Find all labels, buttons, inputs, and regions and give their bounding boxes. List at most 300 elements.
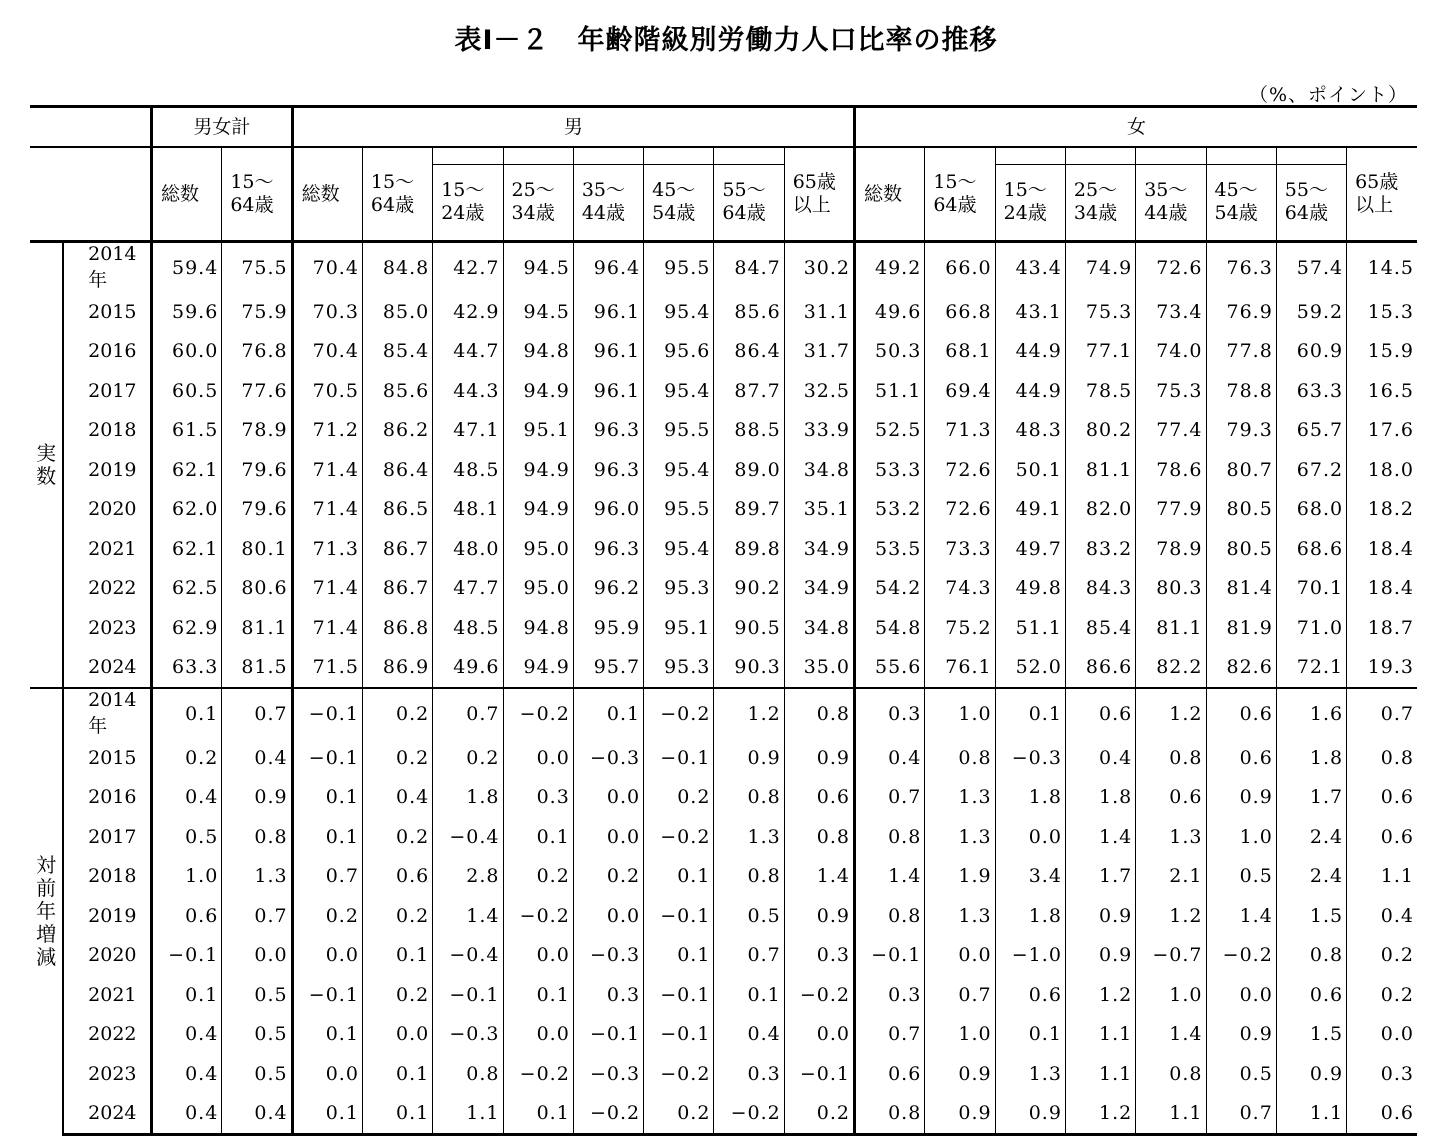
table-row xyxy=(30,1015,1417,1055)
value-cell: 72.6 xyxy=(925,490,995,530)
value-cell: 72.6 xyxy=(1136,242,1206,293)
value-cell: 1.3 xyxy=(925,896,995,936)
value-cell: 0.1 xyxy=(152,688,222,738)
value-cell: 1.5 xyxy=(1276,896,1346,936)
value-cell: 0.3 xyxy=(1347,1054,1417,1094)
value-cell: 69.4 xyxy=(925,371,995,411)
value-cell: 0.1 xyxy=(292,778,362,818)
value-cell: 71.0 xyxy=(1276,608,1346,648)
value-cell: 94.9 xyxy=(503,648,573,689)
col-total-15-64: 15～ 64歳 xyxy=(222,147,292,242)
value-cell: 0.2 xyxy=(362,817,432,857)
value-cell: 48.1 xyxy=(433,490,503,530)
value-cell: 0.8 xyxy=(433,1054,503,1094)
value-cell: 71.3 xyxy=(292,529,362,569)
year-cell: 2021 xyxy=(63,529,151,569)
value-cell: 0.1 xyxy=(644,936,714,976)
table-row xyxy=(30,1054,1417,1094)
value-cell: 95.0 xyxy=(503,569,573,609)
col-male-45-54: 45～ 54歳 xyxy=(644,147,714,242)
value-cell: 53.2 xyxy=(855,490,925,530)
value-cell: 48.0 xyxy=(433,529,503,569)
value-cell: −0.1 xyxy=(644,896,714,936)
value-cell: 33.9 xyxy=(784,411,854,451)
value-cell: 96.3 xyxy=(573,450,643,490)
value-cell: 1.0 xyxy=(925,688,995,738)
value-cell: 49.6 xyxy=(433,648,503,689)
value-cell: 50.1 xyxy=(995,450,1065,490)
value-cell: 83.2 xyxy=(1065,529,1135,569)
value-cell: 85.4 xyxy=(1065,608,1135,648)
value-cell: 1.1 xyxy=(1065,1054,1135,1094)
value-cell: 1.2 xyxy=(1065,975,1135,1015)
value-cell: 0.0 xyxy=(995,817,1065,857)
value-cell: 0.8 xyxy=(714,857,784,897)
col-male-35-44: 35～ 44歳 xyxy=(573,147,643,242)
value-cell: 70.5 xyxy=(292,371,362,411)
value-cell: 85.4 xyxy=(362,332,432,372)
value-cell: 0.4 xyxy=(362,778,432,818)
value-cell: 16.5 xyxy=(1347,371,1417,411)
year-cell: 2018 xyxy=(63,411,151,451)
col-male-all: 総数 xyxy=(292,147,362,242)
value-cell: 0.2 xyxy=(503,857,573,897)
year-cell: 2019 xyxy=(63,450,151,490)
value-cell: 0.6 xyxy=(784,778,854,818)
value-cell: −0.2 xyxy=(644,817,714,857)
value-cell: 0.7 xyxy=(222,688,292,738)
value-cell: 44.3 xyxy=(433,371,503,411)
value-cell: 72.6 xyxy=(925,450,995,490)
value-cell: 77.9 xyxy=(1136,490,1206,530)
value-cell: 0.4 xyxy=(1065,738,1135,778)
value-cell: 0.1 xyxy=(714,975,784,1015)
value-cell: 44.9 xyxy=(995,371,1065,411)
value-cell: 0.3 xyxy=(855,975,925,1015)
value-cell: 71.3 xyxy=(925,411,995,451)
value-cell: 59.6 xyxy=(152,292,222,332)
value-cell: −0.1 xyxy=(152,936,222,976)
value-cell: −0.2 xyxy=(503,1054,573,1094)
value-cell: 54.8 xyxy=(855,608,925,648)
value-cell: 0.2 xyxy=(644,778,714,818)
value-cell: 95.4 xyxy=(644,529,714,569)
value-cell: 47.1 xyxy=(433,411,503,451)
value-cell: 0.1 xyxy=(644,857,714,897)
value-cell: 1.4 xyxy=(855,857,925,897)
year-cell: 2019 xyxy=(63,896,151,936)
value-cell: 96.1 xyxy=(573,292,643,332)
value-cell: 48.5 xyxy=(433,608,503,648)
value-cell: −0.1 xyxy=(573,1015,643,1055)
value-cell: −0.4 xyxy=(433,936,503,976)
value-cell: 0.9 xyxy=(925,1054,995,1094)
value-cell: 68.6 xyxy=(1276,529,1346,569)
table-row xyxy=(30,569,1417,609)
value-cell: 62.5 xyxy=(152,569,222,609)
value-cell: 95.7 xyxy=(573,648,643,689)
value-cell: 0.1 xyxy=(292,817,362,857)
value-cell: 0.4 xyxy=(1347,896,1417,936)
value-cell: −0.2 xyxy=(503,896,573,936)
value-cell: 0.4 xyxy=(222,738,292,778)
value-cell: 70.4 xyxy=(292,332,362,372)
value-cell: 48.5 xyxy=(433,450,503,490)
value-cell: 31.1 xyxy=(784,292,854,332)
value-cell: 95.6 xyxy=(644,332,714,372)
value-cell: 0.8 xyxy=(1136,1054,1206,1094)
value-cell: 1.3 xyxy=(1136,817,1206,857)
value-cell: 44.9 xyxy=(995,332,1065,372)
value-cell: 80.7 xyxy=(1206,450,1276,490)
value-cell: 0.9 xyxy=(1206,1015,1276,1055)
value-cell: −0.3 xyxy=(433,1015,503,1055)
col-female-55-64: 55～ 64歳 xyxy=(1276,147,1346,242)
value-cell: 1.2 xyxy=(1065,1094,1135,1135)
value-cell: 0.9 xyxy=(784,896,854,936)
value-cell: 80.1 xyxy=(222,529,292,569)
value-cell: 2.4 xyxy=(1276,817,1346,857)
value-cell: 49.7 xyxy=(995,529,1065,569)
value-cell: −0.7 xyxy=(1136,936,1206,976)
value-cell: 1.0 xyxy=(925,1015,995,1055)
value-cell: 1.4 xyxy=(433,896,503,936)
value-cell: 0.0 xyxy=(503,1015,573,1055)
year-cell: 2015 xyxy=(63,738,151,778)
table-row xyxy=(30,242,1417,293)
value-cell: 2.1 xyxy=(1136,857,1206,897)
value-cell: 0.2 xyxy=(152,738,222,778)
value-cell: −0.2 xyxy=(503,688,573,738)
value-cell: 1.0 xyxy=(152,857,222,897)
value-cell: 0.0 xyxy=(573,817,643,857)
value-cell: 78.8 xyxy=(1206,371,1276,411)
value-cell: 59.2 xyxy=(1276,292,1346,332)
value-cell: 68.0 xyxy=(1276,490,1346,530)
col-female-15-24: 15～ 24歳 xyxy=(995,147,1065,242)
value-cell: 0.0 xyxy=(573,778,643,818)
value-cell: −0.2 xyxy=(644,688,714,738)
value-cell: 0.9 xyxy=(1065,896,1135,936)
value-cell: 0.8 xyxy=(784,688,854,738)
value-cell: 77.1 xyxy=(1065,332,1135,372)
value-cell: 0.9 xyxy=(925,1094,995,1135)
value-cell: 0.1 xyxy=(503,1094,573,1135)
value-cell: 0.2 xyxy=(1347,975,1417,1015)
value-cell: 0.7 xyxy=(714,936,784,976)
value-cell: 96.2 xyxy=(573,569,643,609)
value-cell: 86.9 xyxy=(362,648,432,689)
value-cell: 59.4 xyxy=(152,242,222,293)
col-female-15-64: 15～ 64歳 xyxy=(925,147,995,242)
page-title: 表Ⅰ－２ 年齢階級別労働力人口比率の推移 xyxy=(454,25,998,56)
year-cell: 2018 xyxy=(63,857,151,897)
value-cell: 89.7 xyxy=(714,490,784,530)
value-cell: −0.1 xyxy=(292,688,362,738)
value-cell: 0.6 xyxy=(1065,688,1135,738)
unit-label: （%、ポイント） xyxy=(1248,84,1408,106)
col-male-65: 65歳 以上 xyxy=(784,147,854,242)
value-cell: 82.6 xyxy=(1206,648,1276,689)
value-cell: 0.4 xyxy=(152,778,222,818)
value-cell: 95.4 xyxy=(644,450,714,490)
value-cell: 0.9 xyxy=(222,778,292,818)
value-cell: 1.4 xyxy=(1206,896,1276,936)
value-cell: 62.1 xyxy=(152,450,222,490)
value-cell: 1.3 xyxy=(925,817,995,857)
value-cell: 75.3 xyxy=(1136,371,1206,411)
value-cell: 94.9 xyxy=(503,450,573,490)
value-cell: 0.2 xyxy=(292,896,362,936)
value-cell: 86.2 xyxy=(362,411,432,451)
value-cell: 0.1 xyxy=(995,688,1065,738)
value-cell: 1.4 xyxy=(1065,817,1135,857)
year-cell: 2020 xyxy=(63,936,151,976)
table-body xyxy=(30,242,1417,1135)
value-cell: 76.1 xyxy=(925,648,995,689)
value-cell: 86.4 xyxy=(362,450,432,490)
section-label xyxy=(30,688,63,1135)
year-cell: 2023 xyxy=(63,608,151,648)
value-cell: 84.7 xyxy=(714,242,784,293)
value-cell: 70.1 xyxy=(1276,569,1346,609)
value-cell: 74.0 xyxy=(1136,332,1206,372)
value-cell: 73.3 xyxy=(925,529,995,569)
value-cell: 1.4 xyxy=(1136,1015,1206,1055)
value-cell: 0.4 xyxy=(152,1054,222,1094)
value-cell: 82.0 xyxy=(1065,490,1135,530)
value-cell: 87.7 xyxy=(714,371,784,411)
value-cell: 48.3 xyxy=(995,411,1065,451)
value-cell: 0.3 xyxy=(714,1054,784,1094)
value-cell: 0.7 xyxy=(925,975,995,1015)
value-cell: 0.6 xyxy=(995,975,1065,1015)
value-cell: 18.4 xyxy=(1347,529,1417,569)
value-cell: 81.5 xyxy=(222,648,292,689)
value-cell: 96.3 xyxy=(573,411,643,451)
value-cell: 61.5 xyxy=(152,411,222,451)
value-cell: 49.2 xyxy=(855,242,925,293)
value-cell: 0.8 xyxy=(1136,738,1206,778)
value-cell: 73.4 xyxy=(1136,292,1206,332)
value-cell: 1.1 xyxy=(433,1094,503,1135)
value-cell: 52.5 xyxy=(855,411,925,451)
table-row xyxy=(30,450,1417,490)
value-cell: 0.8 xyxy=(1347,738,1417,778)
value-cell: 0.0 xyxy=(292,936,362,976)
col-female-45-54: 45～ 54歳 xyxy=(1206,147,1276,242)
value-cell: 0.5 xyxy=(222,975,292,1015)
year-cell: 2014年 xyxy=(63,688,151,738)
value-cell: 94.8 xyxy=(503,608,573,648)
value-cell: 0.9 xyxy=(784,738,854,778)
value-cell: 71.2 xyxy=(292,411,362,451)
value-cell: 94.5 xyxy=(503,292,573,332)
value-cell: 0.2 xyxy=(644,1094,714,1135)
value-cell: 94.9 xyxy=(503,371,573,411)
value-cell: 57.4 xyxy=(1276,242,1346,293)
value-cell: 62.9 xyxy=(152,608,222,648)
value-cell: −0.3 xyxy=(995,738,1065,778)
value-cell: 80.3 xyxy=(1136,569,1206,609)
value-cell: 0.6 xyxy=(1347,778,1417,818)
value-cell: 54.2 xyxy=(855,569,925,609)
value-cell: 0.1 xyxy=(362,1094,432,1135)
value-cell: 0.6 xyxy=(1136,778,1206,818)
value-cell: −0.1 xyxy=(784,1054,854,1094)
value-cell: 0.5 xyxy=(714,896,784,936)
value-cell: 68.1 xyxy=(925,332,995,372)
value-cell: 15.3 xyxy=(1347,292,1417,332)
value-cell: 77.6 xyxy=(222,371,292,411)
value-cell: 49.6 xyxy=(855,292,925,332)
value-cell: 72.1 xyxy=(1276,648,1346,689)
value-cell: 1.7 xyxy=(1065,857,1135,897)
value-cell: 0.5 xyxy=(1206,1054,1276,1094)
value-cell: 0.9 xyxy=(995,1094,1065,1135)
value-cell: 0.1 xyxy=(503,975,573,1015)
value-cell: 17.6 xyxy=(1347,411,1417,451)
value-cell: 63.3 xyxy=(152,648,222,689)
table-row xyxy=(30,608,1417,648)
value-cell: 1.5 xyxy=(1276,1015,1346,1055)
value-cell: 0.0 xyxy=(925,936,995,976)
value-cell: 0.1 xyxy=(573,688,643,738)
value-cell: 1.8 xyxy=(995,896,1065,936)
value-cell: 67.2 xyxy=(1276,450,1346,490)
value-cell: 42.9 xyxy=(433,292,503,332)
value-cell: 95.3 xyxy=(644,569,714,609)
value-cell: 0.0 xyxy=(503,738,573,778)
value-cell: 1.0 xyxy=(1136,975,1206,1015)
year-cell: 2016 xyxy=(63,778,151,818)
col-total-all: 総数 xyxy=(152,147,222,242)
value-cell: 89.8 xyxy=(714,529,784,569)
value-cell: 1.3 xyxy=(714,817,784,857)
year-cell: 2022 xyxy=(63,1015,151,1055)
value-cell: 0.1 xyxy=(503,817,573,857)
value-cell: 0.2 xyxy=(573,857,643,897)
value-cell: 0.3 xyxy=(503,778,573,818)
value-cell: 70.3 xyxy=(292,292,362,332)
value-cell: 2.8 xyxy=(433,857,503,897)
value-cell: 2.4 xyxy=(1276,857,1346,897)
value-cell: 52.0 xyxy=(995,648,1065,689)
value-cell: 0.0 xyxy=(1206,975,1276,1015)
value-cell: 0.1 xyxy=(292,1094,362,1135)
value-cell: 0.6 xyxy=(855,1054,925,1094)
value-cell: −0.1 xyxy=(855,936,925,976)
value-cell: 95.0 xyxy=(503,529,573,569)
value-cell: 96.3 xyxy=(573,529,643,569)
value-cell: 0.8 xyxy=(222,817,292,857)
value-cell: 85.6 xyxy=(362,371,432,411)
table-row xyxy=(30,371,1417,411)
value-cell: 95.9 xyxy=(573,608,643,648)
value-cell: 80.2 xyxy=(1065,411,1135,451)
value-cell: 78.9 xyxy=(222,411,292,451)
corner-cell-lower xyxy=(30,147,152,242)
value-cell: 1.6 xyxy=(1276,688,1346,738)
value-cell: 0.1 xyxy=(152,975,222,1015)
value-cell: −0.1 xyxy=(433,975,503,1015)
value-cell: 80.5 xyxy=(1206,490,1276,530)
table-row xyxy=(30,817,1417,857)
value-cell: 1.1 xyxy=(1347,857,1417,897)
value-cell: 53.5 xyxy=(855,529,925,569)
value-cell: 0.5 xyxy=(1206,857,1276,897)
value-cell: 0.5 xyxy=(152,817,222,857)
value-cell: 18.7 xyxy=(1347,608,1417,648)
value-cell: 66.0 xyxy=(925,242,995,293)
value-cell: 14.5 xyxy=(1347,242,1417,293)
value-cell: −0.1 xyxy=(292,738,362,778)
value-cell: 0.3 xyxy=(784,936,854,976)
value-cell: 0.6 xyxy=(362,857,432,897)
value-cell: 0.8 xyxy=(784,817,854,857)
value-cell: 78.6 xyxy=(1136,450,1206,490)
value-cell: −0.1 xyxy=(644,1015,714,1055)
value-cell: 49.8 xyxy=(995,569,1065,609)
value-cell: 0.6 xyxy=(1206,738,1276,778)
value-cell: 94.9 xyxy=(503,490,573,530)
value-cell: 95.3 xyxy=(644,648,714,689)
value-cell: 85.6 xyxy=(714,292,784,332)
value-cell: 0.1 xyxy=(362,936,432,976)
value-cell: 79.3 xyxy=(1206,411,1276,451)
table-row xyxy=(30,738,1417,778)
table-row xyxy=(30,490,1417,530)
value-cell: 1.8 xyxy=(433,778,503,818)
value-cell: −0.1 xyxy=(644,975,714,1015)
year-cell: 2016 xyxy=(63,332,151,372)
value-cell: 79.6 xyxy=(222,490,292,530)
value-cell: 65.7 xyxy=(1276,411,1346,451)
value-cell: 0.3 xyxy=(855,688,925,738)
value-cell: −0.2 xyxy=(644,1054,714,1094)
value-cell: 94.5 xyxy=(503,242,573,293)
col-male-15-64: 15～ 64歳 xyxy=(362,147,432,242)
table-row xyxy=(30,292,1417,332)
section-label-text: 対前年増減 xyxy=(36,853,57,970)
value-cell: 1.3 xyxy=(925,778,995,818)
value-cell: 0.8 xyxy=(1276,936,1346,976)
value-cell: 81.1 xyxy=(1065,450,1135,490)
year-cell: 2022 xyxy=(63,569,151,609)
value-cell: 71.4 xyxy=(292,450,362,490)
value-cell: 86.5 xyxy=(362,490,432,530)
value-cell: 75.9 xyxy=(222,292,292,332)
col-male-55-64: 55～ 64歳 xyxy=(714,147,784,242)
value-cell: 95.4 xyxy=(644,371,714,411)
value-cell: 0.4 xyxy=(152,1094,222,1135)
value-cell: 51.1 xyxy=(855,371,925,411)
value-cell: 78.9 xyxy=(1136,529,1206,569)
value-cell: 75.2 xyxy=(925,608,995,648)
value-cell: 95.5 xyxy=(644,242,714,293)
value-cell: 71.4 xyxy=(292,569,362,609)
value-cell: 44.7 xyxy=(433,332,503,372)
value-cell: 43.1 xyxy=(995,292,1065,332)
section-label-text: 実数 xyxy=(36,441,57,488)
value-cell: 86.7 xyxy=(362,529,432,569)
value-cell: 84.8 xyxy=(362,242,432,293)
value-cell: 62.1 xyxy=(152,529,222,569)
value-cell: 55.6 xyxy=(855,648,925,689)
value-cell: 79.6 xyxy=(222,450,292,490)
value-cell: 76.3 xyxy=(1206,242,1276,293)
value-cell: 90.3 xyxy=(714,648,784,689)
